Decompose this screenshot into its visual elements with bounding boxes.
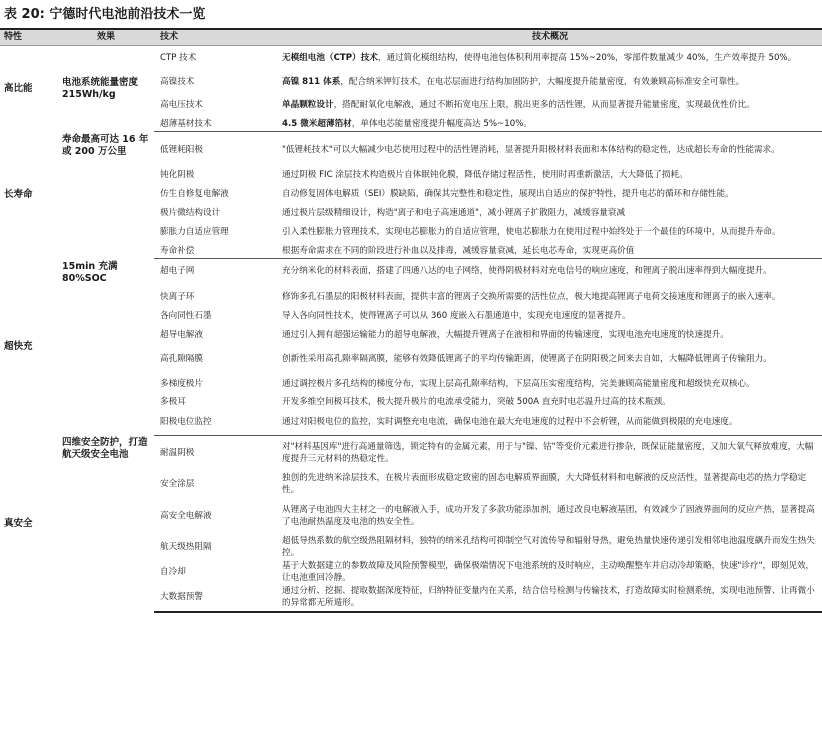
- table-body: [0, 46, 822, 612]
- tech-cell: 超薄基材技术: [154, 118, 278, 132]
- overview-cell: [278, 72, 822, 94]
- overview-cell: [278, 310, 822, 324]
- overview-text: 通过极片层级精细设计，构造"离子和电子高速通道"，减小锂离子扩散阻力，减缓容量衰减: [282, 208, 626, 219]
- overview-text: 通过对阳极电位的监控，实时调整充电电流，确保电池在最大充电速度的过程中不会析锂，从而能做到极限的充电速度。: [282, 416, 738, 427]
- tech-cell: 自冷却: [160, 567, 186, 578]
- overview-text: ，配合纳米钾钉技术，在电芯层面进行结构加固防护，大幅度提升能量密度，有效兼顾高标准安全可靠性。: [340, 76, 745, 87]
- overview-text: 导入各向同性技术，使得锂离子可以从 360 度嵌入石墨通道中，实现充电速度的显著提升。: [282, 310, 631, 321]
- category-cell: 高比能: [4, 83, 33, 94]
- overview-cell: [278, 285, 822, 310]
- tech-table: [0, 30, 822, 613]
- overview-cell: [278, 347, 822, 372]
- overview-text: 创新性采用高孔隙率隔离膜，能够有效降低锂离子的平均传输距离，使锂离子在阴阳极之间来去自如，大幅降低锂离子传输阻力。: [282, 354, 772, 365]
- tech-cell: 膨胀力自适应管理: [160, 226, 229, 237]
- tech-cell: 钝化阴极: [160, 169, 195, 180]
- overview-text: 开发多维空间极耳技术，极大提升极片的电流承受能力，突破 500A 直充时电芯温升过高的技术瓶颈。: [282, 397, 671, 408]
- tech-cell: 耐温阴极: [160, 448, 195, 459]
- overview-cell: [278, 132, 822, 169]
- overview-cell: [278, 435, 822, 472]
- overview-cell: [278, 245, 822, 259]
- overview-cell: [278, 207, 822, 221]
- tech-cell: 航天级热阻隔: [160, 541, 212, 552]
- overview-cell: [278, 46, 822, 72]
- overview-cell: [278, 323, 822, 347]
- overview-text: 对"材料基因库"进行高通量筛选，锁定特有的金属元素，用于与"镍、钴"等变价元素进行掺杂，既保证能量密度，又加大氧气释放难度，大幅度提升三元材料的热稳定性。: [282, 442, 814, 464]
- header-category: 特性: [0, 30, 58, 46]
- effect-cell: 电池系统能量密度215Wh/kg: [62, 77, 139, 101]
- overview-cell: [278, 118, 822, 132]
- tech-cell: 极片微结构设计: [160, 208, 221, 219]
- tech-cell: 高电压技术: [160, 99, 203, 110]
- overview-text: ，搭配耐氧化电解液，通过不断拓宽电压上限，脱出更多的活性锂，从而显著提升能量密度，实现最优性价比。: [333, 99, 755, 110]
- table-row: [0, 132, 822, 169]
- overview-cell: [278, 535, 822, 560]
- overview-text: 引入柔性膨胀力管理技术，实现电芯膨胀力的自适应管理，使电芯膨胀力在使用过程中始终处于一个最佳的环境中，从而提升寿命。: [282, 226, 781, 237]
- tech-cell: 高孔隙隔膜: [160, 354, 203, 365]
- category-cell: 超快充: [4, 341, 33, 353]
- table-row: [0, 259, 822, 285]
- tech-cell: 高镍技术: [160, 76, 195, 87]
- overview-text: "低锂耗技术"可以大幅减少电芯使用过程中的活性锂消耗，显著提升阳极材料表面和本体结构的稳定性，达成超长寿命的性能需求。: [282, 144, 780, 155]
- overview-highlight: 无模组电池（CTP）技术: [282, 52, 378, 63]
- tech-cell: 各向同性石墨: [160, 310, 212, 321]
- overview-cell: [278, 182, 822, 207]
- table-title: 表 20: 宁德时代电池前沿技术一览: [4, 7, 206, 22]
- overview-text: 超低导热系数的航空级热阻隔材料，独特的纳米孔结构可抑制空气对流传导和辐射导热，避免热量快速传递引发相邻电池温度飙升而发生热失控。: [282, 536, 815, 558]
- overview-cell: [278, 498, 822, 535]
- tech-cell: CTP 技术: [160, 52, 197, 63]
- overview-text: 充分纳米化的材料表面，搭建了四通八达的电子网络，使得阴极材料对充电信号的响应速度，和锂离子脱出速率得到大幅度提升。: [282, 266, 772, 277]
- category-cell: 真安全: [4, 517, 33, 529]
- header-tech: 技术: [154, 30, 278, 46]
- overview-highlight: 单晶颗粒设计: [282, 99, 334, 110]
- overview-text: 基于大数据建立的参数故障及风险预警模型，确保极端情况下电池系统的及时响应，主动唤醒整车并启动冷却策略，快速"诊疗"，即刻见效，让电池重回冷静。: [282, 561, 815, 583]
- overview-text: ，通过简化模组结构，使得电池包体积利用率提高 15%~20%，零部件数量减少 40%，生产效率提升 50%。: [377, 52, 797, 63]
- tech-cell: 超导电解液: [160, 329, 203, 340]
- header-effect: 效果: [58, 30, 154, 46]
- overview-cell: [278, 169, 822, 183]
- overview-cell: [278, 396, 822, 410]
- tech-cell: 超电子网: [160, 266, 195, 277]
- tech-cell: 多梯度极片: [160, 378, 203, 389]
- header-row: [0, 30, 822, 46]
- overview-text: 独创的先进纳米涂层技术，在极片表面形成稳定致密的固态电解质界面膜，大大降低材料和电解液的反应活性，显著提高电芯的热力学稳定性。: [282, 473, 807, 496]
- overview-cell: [278, 560, 822, 585]
- overview-cell: [278, 472, 822, 498]
- overview-cell: [278, 94, 822, 118]
- overview-text: ，单体电芯能量密度提升幅度高达 5%~10%。: [351, 118, 532, 129]
- category-cell: 长寿命: [4, 189, 33, 201]
- overview-text: 从锂离子电池四大主材之一的电解液入手，成功开发了多款功能添加剂，通过改良电解液基团，有效减少了固液界面间的反应产热，显著提高了电池耐热温度及电池的热安全性。: [282, 504, 815, 527]
- table-row: [0, 435, 822, 472]
- overview-cell: [278, 585, 822, 611]
- overview-text: 修饰多孔石墨层的阳极材料表面，提供丰富的锂离子交换所需要的活性位点，极大地提高锂离子电荷交接速度和锂离子的嵌入速率。: [282, 291, 781, 302]
- tech-cell: 安全涂层: [160, 479, 195, 490]
- tech-cell: 低锂耗阳极: [160, 144, 203, 155]
- tech-cell: 快离子环: [160, 291, 195, 302]
- tech-cell: 寿命补偿: [154, 245, 278, 259]
- overview-text: 通过引入拥有超强运输能力的超导电解液，大幅提升锂离子在液相和界面的传输速度，实现电池充电速度的快速提升。: [282, 329, 729, 340]
- tech-cell: 仿生自修复电解液: [160, 188, 229, 199]
- overview-highlight: 高镍 811 体系: [282, 76, 341, 87]
- effect-cell: 15min 充满 80%SOC: [62, 260, 118, 284]
- tech-cell: 大数据预警: [154, 585, 278, 611]
- table-row: [0, 46, 822, 72]
- overview-cell: [278, 372, 822, 396]
- overview-text: 通过调控极片多孔结构的梯度分布，实现上层高孔隙率结构，下层高压实密度结构，完美兼顾高能量密度和超级快充双核心。: [282, 378, 755, 389]
- overview-text: 通过分析、挖掘、提取数据深度特征，归纳特征变量内在关系，结合信号检测与传输技术，打造故障实时检测系统，实现电池预警、让再微小的异常都无所遁形。: [282, 586, 815, 609]
- effect-cell: 寿命最高可达 16 年或 200 万公里: [62, 133, 149, 157]
- tech-cell: 多极耳: [160, 397, 186, 408]
- overview-text: 根据寿命需求在不同的阶段进行补血以及排毒，减缓容量衰减，延长电芯寿命，实现更高价值: [282, 245, 635, 256]
- effect-cell: 四维安全防护，打造航天级安全电池: [62, 437, 148, 461]
- overview-text: 通过阴极 FIC 涂层技术构造极片自体眠钝化膜，降低存储过程活性，使用时再重新激活，大大降低了损耗。: [282, 169, 688, 180]
- overview-text: 自动修复固体电解质（SEI）膜缺陷，确保其完整性和稳定性，展现出自适应的保护特性，提升电芯的循环和存储性能。: [282, 188, 734, 199]
- tech-cell: 高安全电解液: [160, 510, 212, 521]
- overview-cell: [278, 410, 822, 435]
- header-overview: 技术概况: [278, 30, 822, 46]
- tech-cell: 阳极电位监控: [154, 410, 278, 435]
- overview-cell: [278, 259, 822, 285]
- overview-cell: [278, 221, 822, 245]
- overview-highlight: 4.5 微米超薄箔材: [282, 118, 352, 129]
